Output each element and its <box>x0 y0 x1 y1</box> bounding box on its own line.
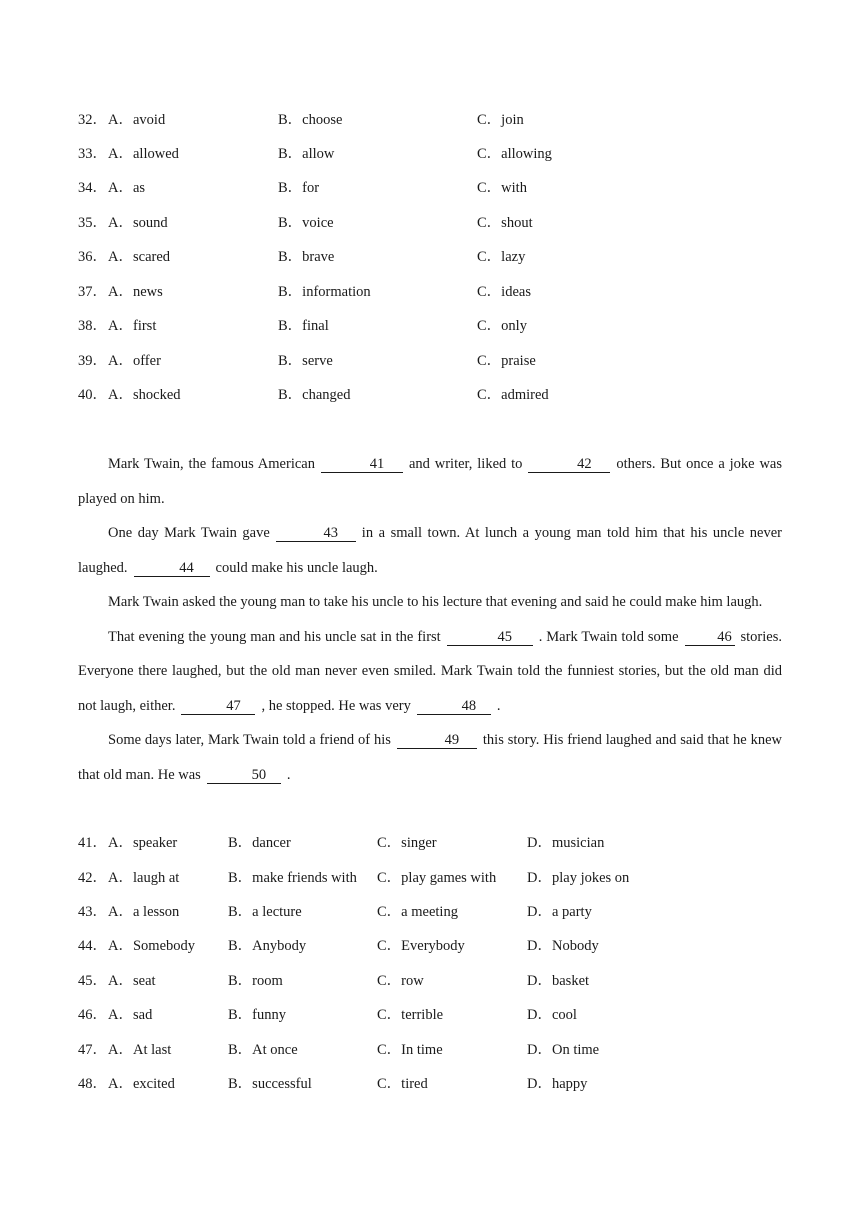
question-number: 34． <box>78 180 107 196</box>
option-d <box>527 1040 599 1060</box>
option-text: speaker <box>132 835 178 851</box>
option-text: tired <box>401 1076 428 1092</box>
option-letter: B． <box>228 870 253 886</box>
option-text: excited <box>132 1076 175 1092</box>
question-number: 36． <box>78 249 107 265</box>
option-letter: C． <box>377 1042 402 1058</box>
option-b <box>278 282 371 302</box>
option-text: row <box>401 973 424 989</box>
blank-46: 46 <box>685 629 735 646</box>
option-letter: C． <box>377 973 402 989</box>
option-text: play jokes on <box>551 870 630 886</box>
passage-text: Mark Twain asked the young man to take his uncle to his lecture that evening and said he could make him laugh. <box>108 594 763 610</box>
option-c <box>477 213 533 233</box>
option-b <box>228 971 283 991</box>
option-b <box>228 936 306 956</box>
option-letter: C． <box>477 387 502 403</box>
option-text: room <box>252 973 283 989</box>
passage-text: . Mark Twain told some <box>538 628 679 645</box>
passage-text: One day Mark Twain gave <box>108 525 270 541</box>
passage-text: That evening the young man and his uncle sat in the first <box>108 628 441 645</box>
option-text: play games with <box>401 870 497 886</box>
passage-text: stories. Everyone there laughed, but the old man never even smiled. Mark Twain told the funniest stories, but the old man did not laugh, either. <box>78 628 782 714</box>
option-letter: B． <box>228 938 253 954</box>
question-number: 45． <box>78 973 107 989</box>
passage-text: could make his uncle laugh. <box>215 559 378 576</box>
option-text: cool <box>551 1007 577 1023</box>
question-number: 37． <box>78 284 107 300</box>
option-b <box>278 351 333 371</box>
option-text: Everybody <box>401 938 465 954</box>
question-number: 38． <box>78 318 107 334</box>
blank-44: 44 <box>134 560 210 577</box>
option-letter: B． <box>278 180 303 196</box>
option-a <box>108 110 165 130</box>
option-text: terrible <box>401 1007 444 1023</box>
passage-paragraph-1 <box>78 447 782 516</box>
option-a <box>108 868 179 888</box>
option-c <box>377 868 496 888</box>
option-letter: C． <box>477 180 502 196</box>
option-b <box>228 1074 312 1094</box>
question-number: 32． <box>78 112 107 128</box>
option-text: At last <box>132 1042 172 1058</box>
option-d <box>527 902 592 922</box>
passage-text: . <box>496 697 501 714</box>
option-text: sad <box>132 1007 153 1023</box>
option-a <box>108 213 168 233</box>
passage-text: Some days later, Mark Twain told a friend of his <box>108 732 391 748</box>
option-letter: C． <box>477 284 502 300</box>
option-text: praise <box>501 353 536 369</box>
option-letter: B． <box>278 353 303 369</box>
option-c <box>377 902 458 922</box>
option-a <box>108 1005 152 1025</box>
option-letter: A． <box>108 870 133 886</box>
option-b <box>228 1040 298 1060</box>
option-letter: B． <box>228 1042 253 1058</box>
blank-48: 48 <box>417 698 491 715</box>
option-letter: D． <box>527 1076 552 1092</box>
option-text: final <box>302 318 329 334</box>
option-a <box>108 833 177 853</box>
option-text: seat <box>132 973 156 989</box>
option-text: In time <box>401 1042 443 1058</box>
blank-45: 45 <box>447 629 533 646</box>
option-text: shocked <box>132 387 181 403</box>
option-text: brave <box>302 249 335 265</box>
passage-paragraph-5 <box>78 723 782 792</box>
option-text: singer <box>401 835 437 851</box>
option-text: laugh at <box>132 870 180 886</box>
option-c <box>377 1005 443 1025</box>
option-text: join <box>501 112 524 128</box>
option-text: Nobody <box>551 938 599 954</box>
blank-42: 42 <box>528 456 610 473</box>
option-text: Anybody <box>252 938 307 954</box>
option-text: lazy <box>501 249 526 265</box>
question-number: 39． <box>78 353 107 369</box>
option-c <box>477 385 549 405</box>
option-d <box>527 833 604 853</box>
option-text: a party <box>551 904 592 920</box>
option-letter: D． <box>527 973 552 989</box>
option-b <box>278 385 350 405</box>
option-text: scared <box>132 249 171 265</box>
option-d <box>527 1074 587 1094</box>
option-text: make friends with <box>252 870 357 886</box>
option-text: happy <box>551 1076 588 1092</box>
option-letter: A． <box>108 904 133 920</box>
question-number: 43． <box>78 904 107 920</box>
option-letter: A． <box>108 973 133 989</box>
option-text: On time <box>551 1042 600 1058</box>
option-letter: A． <box>108 353 133 369</box>
blank-41: 41 <box>321 456 403 473</box>
option-letter: D． <box>527 1007 552 1023</box>
option-letter: C． <box>477 249 502 265</box>
option-letter: B． <box>228 904 253 920</box>
option-b <box>278 316 329 336</box>
option-a <box>108 282 163 302</box>
question-number: 35． <box>78 215 107 231</box>
option-letter: A． <box>108 146 133 162</box>
option-letter: B． <box>228 1007 253 1023</box>
option-text: funny <box>252 1007 287 1023</box>
option-text: information <box>302 284 371 300</box>
option-letter: B． <box>228 835 253 851</box>
option-c <box>377 971 424 991</box>
option-text: dancer <box>252 835 291 851</box>
option-b <box>278 110 342 130</box>
option-a <box>108 351 161 371</box>
passage-text: in a small town. At lunch a young man told him that his uncle never laughed. <box>78 525 783 576</box>
option-letter: C． <box>377 938 402 954</box>
option-letter: A． <box>108 387 133 403</box>
option-c <box>377 936 465 956</box>
option-text: shout <box>501 215 533 231</box>
option-b <box>228 833 291 853</box>
option-letter: B． <box>278 215 303 231</box>
option-letter: A． <box>108 284 133 300</box>
passage-text: , he stopped. He was very <box>261 697 411 714</box>
option-letter: B． <box>278 112 303 128</box>
option-a <box>108 144 179 164</box>
option-text: musician <box>551 835 605 851</box>
option-a <box>108 936 195 956</box>
option-a <box>108 971 156 991</box>
option-letter: C． <box>477 112 502 128</box>
option-letter: A． <box>108 938 133 954</box>
option-a <box>108 247 170 267</box>
option-c <box>477 282 531 302</box>
blank-43: 43 <box>276 525 356 542</box>
option-letter: A． <box>108 1007 133 1023</box>
option-c <box>377 833 437 853</box>
blank-47: 47 <box>181 698 255 715</box>
option-text: news <box>132 284 163 300</box>
option-text: voice <box>302 215 334 231</box>
option-letter: C． <box>377 904 402 920</box>
option-letter: C． <box>477 318 502 334</box>
passage-text: this story. His friend laughed and said that he knew that old man. He was <box>78 732 782 783</box>
option-c <box>477 110 524 130</box>
option-c <box>477 351 536 371</box>
blank-49: 49 <box>397 732 477 749</box>
option-b <box>228 868 357 888</box>
option-d <box>527 936 599 956</box>
option-letter: C． <box>377 1007 402 1023</box>
option-text: allowing <box>501 146 552 162</box>
option-text: allow <box>302 146 335 162</box>
option-letter: D． <box>527 835 552 851</box>
option-text: a lesson <box>132 904 180 920</box>
option-text: admired <box>501 387 549 403</box>
option-letter: C． <box>377 835 402 851</box>
option-text: a lecture <box>252 904 302 920</box>
option-a <box>108 1040 171 1060</box>
passage-text: and writer, liked to <box>408 456 523 472</box>
option-text: serve <box>302 353 333 369</box>
option-text: offer <box>132 353 161 369</box>
option-letter: A． <box>108 215 133 231</box>
option-a <box>108 1074 175 1094</box>
option-text: changed <box>302 387 351 403</box>
option-text: basket <box>551 973 590 989</box>
option-c <box>477 316 527 336</box>
question-number: 46． <box>78 1007 107 1023</box>
option-b <box>278 144 334 164</box>
option-letter: A． <box>108 112 133 128</box>
option-text: At once <box>252 1042 298 1058</box>
option-letter: A． <box>108 318 133 334</box>
option-letter: B． <box>278 284 303 300</box>
option-text: a meeting <box>401 904 458 920</box>
option-b <box>278 213 334 233</box>
option-text: ideas <box>501 284 531 300</box>
passage-paragraph-2 <box>78 516 782 585</box>
option-letter: B． <box>278 249 303 265</box>
question-number: 44． <box>78 938 107 954</box>
option-b <box>278 178 319 198</box>
passage <box>78 447 782 792</box>
option-b <box>228 1005 286 1025</box>
question-number: 42． <box>78 870 107 886</box>
option-letter: A． <box>108 1042 133 1058</box>
option-text: choose <box>302 112 343 128</box>
option-letter: D． <box>527 1042 552 1058</box>
option-text: as <box>132 180 146 196</box>
option-b <box>278 247 334 267</box>
passage-text: Mark Twain, the famous American <box>108 456 315 472</box>
option-letter: C． <box>377 1076 402 1092</box>
option-letter: B． <box>278 318 303 334</box>
option-a <box>108 178 145 198</box>
question-number: 48． <box>78 1076 107 1092</box>
option-letter: D． <box>527 938 552 954</box>
option-text: Somebody <box>132 938 196 954</box>
option-a <box>108 385 181 405</box>
option-d <box>527 868 629 888</box>
option-letter: A． <box>108 249 133 265</box>
option-letter: B． <box>278 146 303 162</box>
option-letter: C． <box>377 870 402 886</box>
option-a <box>108 316 156 336</box>
option-text: allowed <box>132 146 179 162</box>
passage-text: . <box>286 766 291 783</box>
blank-50: 50 <box>207 767 281 784</box>
option-text: only <box>501 318 527 334</box>
option-letter: B． <box>228 1076 253 1092</box>
question-number: 33． <box>78 146 107 162</box>
option-a <box>108 902 179 922</box>
option-letter: A． <box>108 835 133 851</box>
passage-text: others. But once a joke was played on him. <box>78 456 782 507</box>
option-text: avoid <box>132 112 166 128</box>
passage-paragraph-4 <box>78 620 782 724</box>
passage-paragraph-3 <box>78 585 782 620</box>
option-c <box>477 247 525 267</box>
option-c <box>377 1040 443 1060</box>
option-letter: A． <box>108 180 133 196</box>
option-letter: C． <box>477 146 502 162</box>
option-c <box>477 144 552 164</box>
question-number: 47． <box>78 1042 107 1058</box>
option-text: for <box>302 180 320 196</box>
option-c <box>477 178 527 198</box>
option-text: sound <box>132 215 168 231</box>
option-letter: D． <box>527 904 552 920</box>
option-d <box>527 1005 577 1025</box>
option-letter: B． <box>278 387 303 403</box>
option-letter: B． <box>228 973 253 989</box>
option-letter: D． <box>527 870 552 886</box>
option-c <box>377 1074 428 1094</box>
option-letter: A． <box>108 1076 133 1092</box>
option-letter: C． <box>477 215 502 231</box>
option-letter: C． <box>477 353 502 369</box>
option-text: successful <box>252 1076 312 1092</box>
option-b <box>228 902 302 922</box>
option-text: first <box>132 318 157 334</box>
question-number: 40． <box>78 387 107 403</box>
question-number: 41． <box>78 835 107 851</box>
option-text: with <box>501 180 527 196</box>
option-d <box>527 971 589 991</box>
